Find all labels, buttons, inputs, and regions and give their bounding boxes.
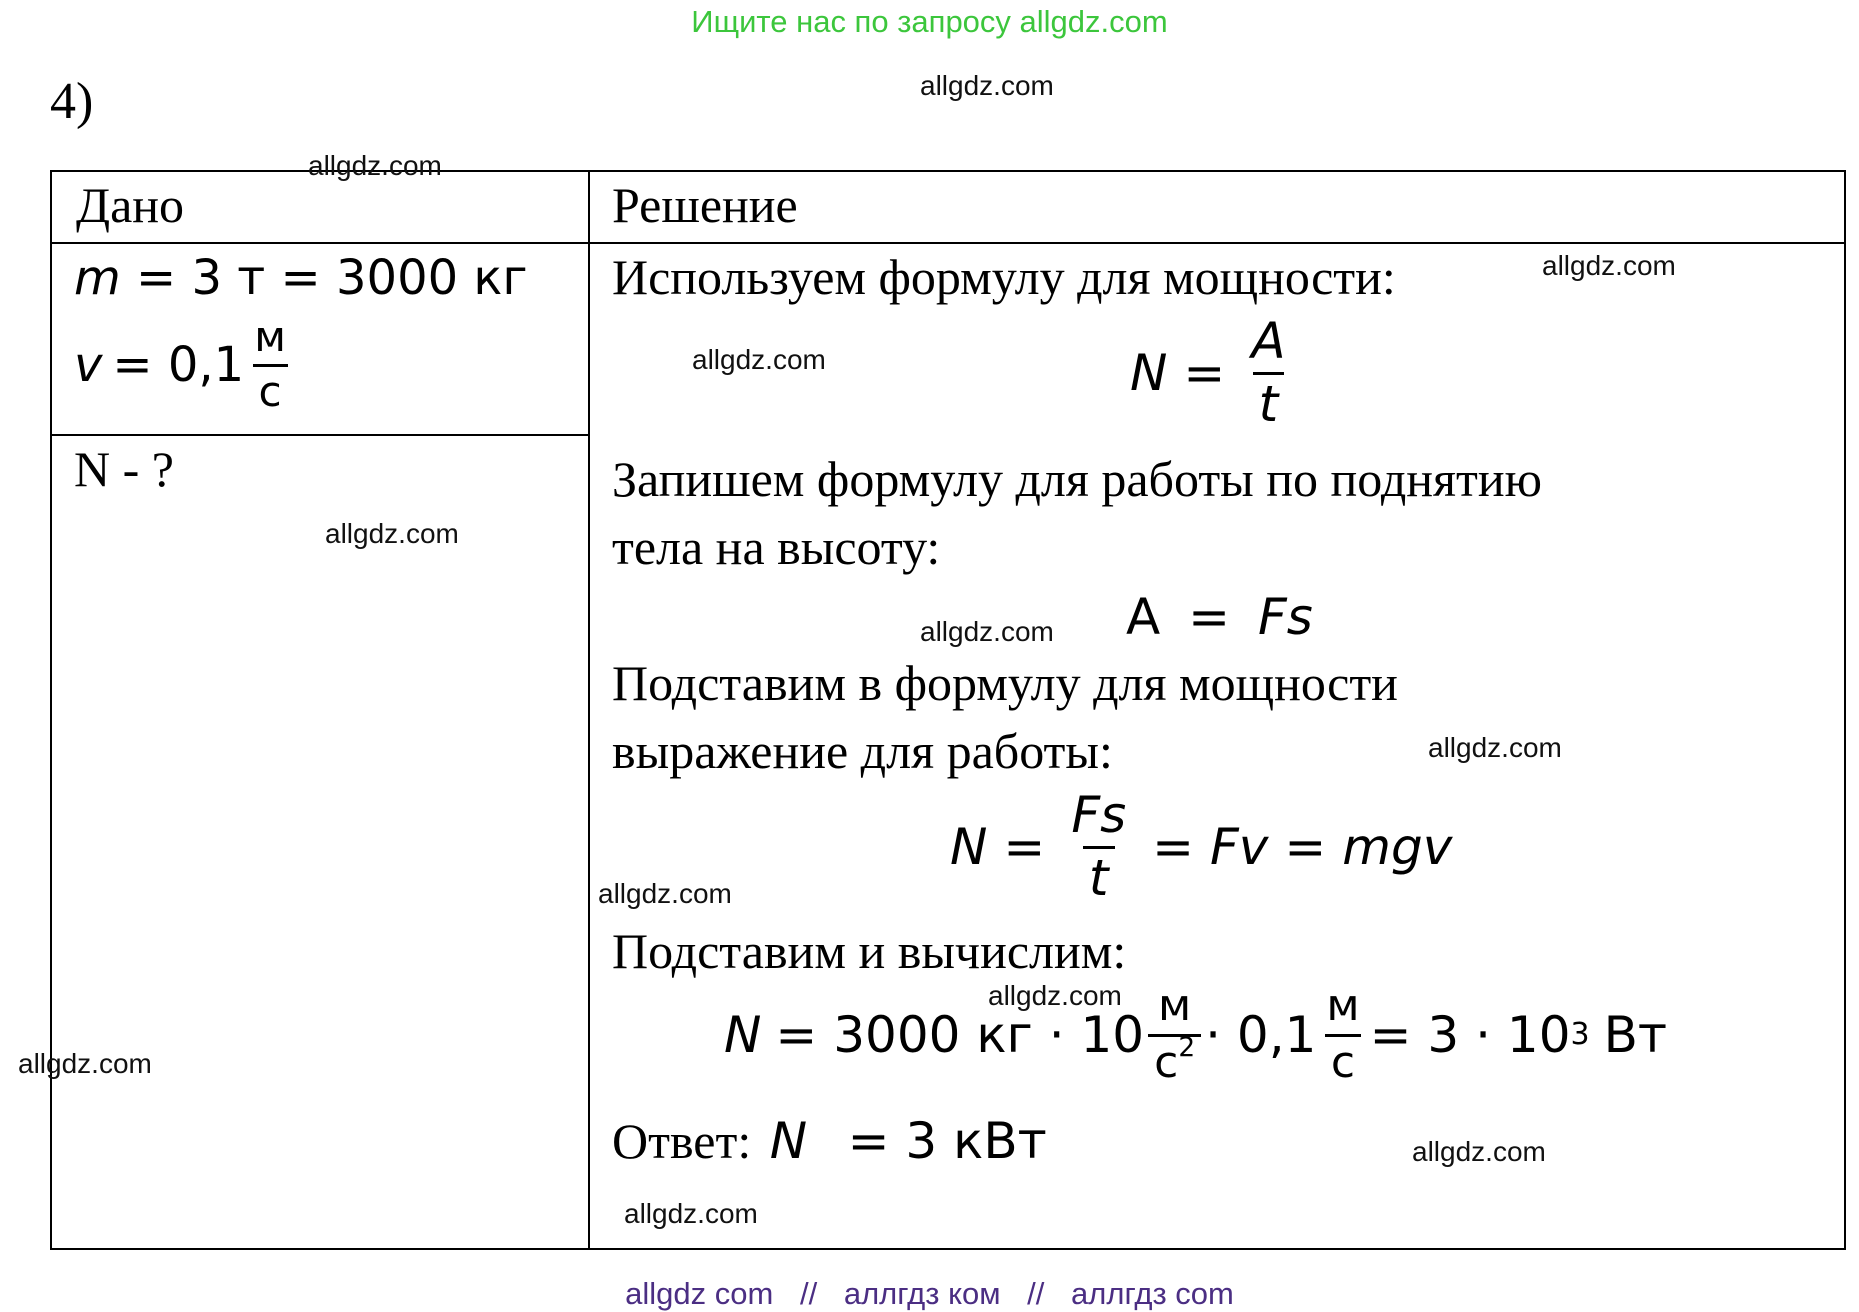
f3-den: t [1083, 846, 1115, 903]
solution-line-6: Подставим и вычислим: [612, 923, 1127, 979]
f3-eq2: = [1152, 817, 1195, 876]
column-divider [588, 170, 590, 1250]
given-mass [74, 250, 528, 306]
formula-calculation: N = 3000 кг · 10 $\frac{м}{с^2}$ · 0,1 $\frac{м}{с}$ = 3 · 10 3 Вт [724, 980, 1668, 1088]
f1-den: t [1253, 372, 1285, 429]
header-divider [50, 242, 1846, 244]
f4-unit1-fraction [1148, 980, 1201, 1088]
f3-eq1: = [1003, 817, 1046, 876]
f4-unit1-den [1148, 1031, 1201, 1088]
f3-num: Fs [1071, 786, 1127, 844]
f4-part3: = 3 · 10 [1369, 1005, 1571, 1064]
footer-separator: // [799, 1276, 818, 1311]
watermark: allgdz.com [1412, 1136, 1546, 1167]
watermark: allgdz.com [18, 1048, 152, 1079]
speed-unit-den: с [253, 364, 288, 413]
formula-power [1130, 312, 1296, 433]
watermark: allgdz.com [1428, 732, 1562, 763]
mass-value: = 3 т = 3000 кг [136, 250, 528, 306]
watermark: allgdz.com [325, 518, 459, 549]
f3-fraction [1065, 786, 1132, 907]
f3-mid: Fv [1210, 817, 1269, 876]
solution-line-4: Подставим в формулу для мощности [612, 655, 1398, 711]
f3-eq3: = [1284, 817, 1327, 876]
given-speed [74, 312, 296, 416]
f4-part2: · 0,1 [1205, 1005, 1317, 1064]
speed-unit-num: м [254, 312, 286, 361]
top-banner[interactable]: Ищите нас по запросу allgdz.com [691, 4, 1168, 39]
watermark: allgdz.com [920, 70, 1054, 101]
f4-unit1-num: м [1158, 980, 1192, 1031]
f3-rhs: mgv [1342, 817, 1453, 876]
watermark: allgdz.com [598, 878, 732, 909]
formula-substituted [950, 786, 1453, 907]
f1-num: A [1251, 312, 1286, 370]
f2-a: A [1126, 588, 1161, 646]
footer-link-2[interactable]: аллгдз ком [843, 1276, 1001, 1311]
footer-links [0, 1276, 1859, 1312]
f2-rhs: Fs [1257, 588, 1313, 646]
solution-line-5: выражение для работы: [612, 723, 1113, 779]
f3-lhs: N [950, 817, 988, 876]
footer-separator: // [1027, 1276, 1045, 1311]
f1-eq: = [1183, 343, 1226, 402]
f4-unit1-den-exp: 2 [1178, 1031, 1196, 1063]
footer-link-1[interactable]: allgdz com [625, 1276, 774, 1311]
footer-link-3[interactable]: аллгдз com [1071, 1276, 1234, 1311]
solution-line-3: тела на высоту: [612, 519, 941, 575]
watermark: allgdz.com [1542, 250, 1676, 281]
speed-value: = 0,1 [112, 336, 245, 393]
watermark: allgdz.com [624, 1198, 758, 1229]
solution-header: Решение [612, 177, 798, 233]
f4-part1: = 3000 кг · 10 [775, 1005, 1145, 1064]
answer-label: Ответ: [612, 1113, 752, 1169]
speed-symbol: v [74, 336, 103, 393]
f1-lhs: N [1130, 343, 1168, 402]
answer-line [612, 1112, 1047, 1170]
speed-unit-fraction [248, 312, 292, 416]
f4-unit2-den: с [1325, 1034, 1361, 1085]
mass-symbol: m [74, 250, 121, 306]
f4-unit3: Вт [1603, 1005, 1668, 1064]
f4-unit2-fraction [1320, 980, 1365, 1088]
watermark: allgdz.com [920, 616, 1054, 647]
find-quantity: N - ? [74, 441, 174, 497]
watermark: allgdz.com [988, 980, 1122, 1011]
f4-lhs: N [724, 1005, 762, 1064]
f1-fraction [1245, 312, 1291, 433]
solution-line-1: Используем формулу для мощности: [612, 249, 1396, 305]
answer-var: N [769, 1112, 808, 1170]
problem-number: 4) [50, 73, 94, 130]
given-find-divider [50, 434, 590, 436]
f4-unit1-den-base: с [1154, 1037, 1179, 1088]
watermark: allgdz.com [308, 150, 442, 181]
watermark: allgdz.com [692, 344, 826, 375]
solution-line-2: Запишем формулу для работы по поднятию [612, 451, 1543, 507]
formula-work [1126, 588, 1313, 646]
given-header: Дано [76, 177, 185, 233]
f2-eq: = [1188, 588, 1231, 646]
f4-unit2-num: м [1326, 980, 1360, 1031]
answer-value: = 3 кВт [847, 1112, 1047, 1170]
